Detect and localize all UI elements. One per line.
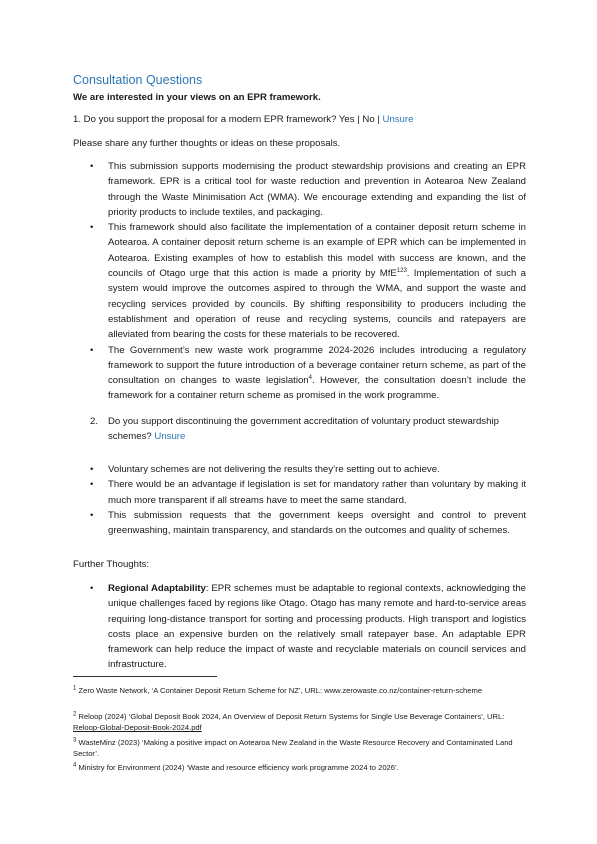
question-1-text: 1. Do you support the proposal for a modern EPR framework? Yes | No | [73, 114, 380, 125]
footnote-link[interactable]: Reloop-Global-Deposit-Book-2024.pdf [73, 723, 202, 733]
question-2 [90, 414, 526, 445]
list-item [90, 508, 526, 539]
list-item [90, 581, 526, 673]
list-item [90, 159, 526, 220]
list-item-text: : EPR schemes must be adaptable to regional contexts, acknowledging the unique challenges faced by regions like Otago. Otago has many remote and hard-to-service areas requiring long-distance transport for sorting and processing products. High transport and logistics costs place an expensive burden on the relatively small ratepayer base. An adaptable EPR framework can help reduce the impact of waste and recyclable materials on council services and infrastructure. [108, 583, 526, 671]
question-1 [73, 114, 413, 125]
footnote-3 [73, 737, 528, 760]
footnote-1 [73, 685, 528, 696]
footnote-text: Zero Waste Network, ‘A Container Deposit Return Scheme for NZ’, URL: www.zerowaste.co.nz/container-return-scheme [76, 686, 483, 695]
question-2-number: 2. [90, 416, 99, 427]
list-item-text-tail: . However, the consultation doesn’t include the framework for a container return scheme as promised in the work programme. [108, 375, 526, 402]
bullet-icon: • [90, 344, 94, 356]
further-thoughts-label: Further Thoughts: [73, 559, 150, 570]
list-item [90, 343, 526, 404]
footnote-text: Ministry for Environment (2024) ‘Waste and resource efficiency work programme 2024 to 2026’. [76, 763, 399, 772]
list-item-text: The Government’s new waste work programme 2024-2026 includes introducing a regulatory framework to support the future introduction of a beverage container return scheme, as part of the consultation on changes to waste legislation [108, 344, 526, 387]
footnote-text: Reloop (2024) ‘Global Deposit Book 2024, An Overview of Deposit Return Systems for Single Use Beverage Containers’, URL: [76, 712, 505, 721]
footnote-2 [73, 711, 528, 734]
bullet-icon: • [90, 222, 94, 234]
bullet-icon: • [90, 479, 94, 491]
question-1-answer: Unsure [382, 114, 414, 125]
question-2-text: Do you support discontinuing the government accreditation of voluntary product stewardship schemes? [108, 416, 499, 443]
footnote-ref: 123 [396, 267, 407, 274]
footnote-ref: 4 [308, 374, 312, 381]
section-heading: Consultation Questions [73, 73, 203, 87]
footnote-text: WasteMinz (2023) ‘Making a positive impact on Aotearoa New Zealand in the Waste Resource Recovery and Contaminated Land Sector’. [73, 738, 513, 759]
footnote-separator [73, 676, 217, 677]
share-prompt: Please share any further thoughts or ideas on these proposals. [73, 138, 341, 149]
bullet-list-proposals [90, 159, 526, 404]
footnote-number: 4 [73, 762, 77, 769]
list-item-text: Voluntary schemes are not delivering the results they’re setting out to achieve. [108, 464, 440, 475]
bullet-icon: • [90, 464, 94, 475]
bullet-icon: • [90, 509, 94, 521]
bullet-list-further [90, 581, 526, 673]
intro-statement: We are interested in your views on an EPR framework. [73, 92, 321, 103]
bullet-icon: • [90, 583, 94, 594]
footnote-number: 1 [73, 685, 77, 692]
list-item-text: This submission requests that the government keeps oversight and control to prevent greenwashing, maintain transparency, and standards on the outcomes and quality of schemes. [108, 509, 526, 537]
list-item-bold: Regional Adaptability [108, 583, 206, 594]
question-2-answer: Unsure [154, 431, 186, 443]
list-item-text-tail: . Implementation of such a system would improve the outcomes aspired to through the WMA, and support the waste and recycling services provided by councils. By shifting responsibility to producers including the establishment and operation of reuse and recycling systems, councils and ratepayers are alleviated from bearing the costs for these materials to be recovered. [108, 268, 526, 341]
list-item-text: There would be an advantage if legislation is set for mandatory rather than voluntary by making it much more transparent if all streams have to meet the same standard. [108, 479, 526, 506]
list-item [90, 220, 526, 342]
list-item [90, 462, 526, 477]
bullet-icon: • [90, 161, 94, 172]
list-item-text: This framework should also facilitate the implementation of a container deposit return scheme in Aotearoa. A container deposit return scheme is an example of EPR which can be implemented in Aotearoa. Existing examples of how to establish this model with success are known, and the councils of Otago urge that this action is made a priority by MfE [108, 222, 526, 280]
footnote-4 [73, 762, 528, 773]
footnote-number: 3 [73, 737, 77, 744]
bullet-list-voluntary [90, 462, 526, 538]
list-item [90, 477, 526, 508]
footnote-number: 2 [73, 711, 77, 718]
list-item-text: This submission supports modernising the product stewardship provisions and creating an EPR framework. EPR is a critical tool for waste reduction and prevention in Aotearoa New Zealand through the Waste Minimisation Act (WMA). We encourage extending and expanding the list of priority products to include textiles, and packaging. [108, 161, 526, 218]
